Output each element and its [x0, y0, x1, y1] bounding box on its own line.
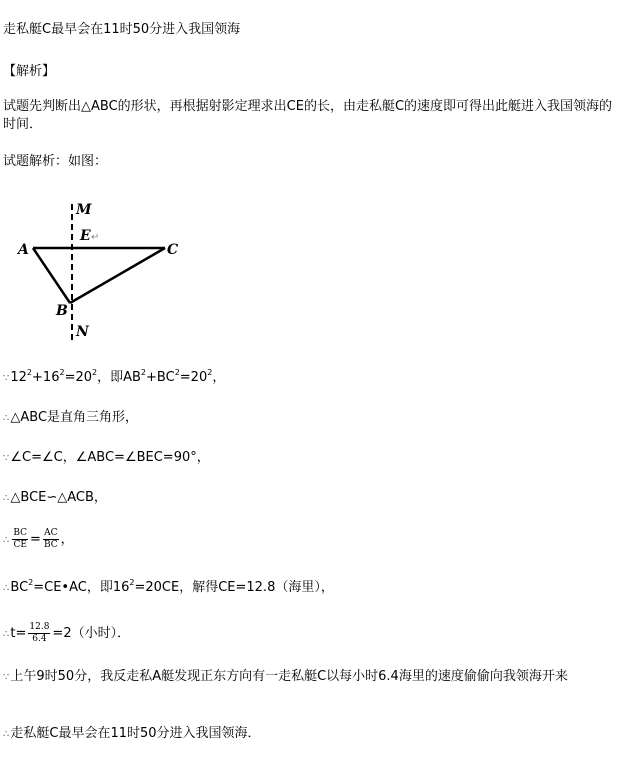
step-1: $\because 12^2+16^2=20^2$，即$AB^2+BC^2=20^2$， — [3, 368, 226, 385]
because-symbol: ∵ — [3, 453, 10, 464]
step-2: ∴△ABC是直角三角形， — [3, 410, 139, 425]
label-c: C — [167, 242, 179, 258]
label-e: E — [80, 228, 91, 244]
label-m: M — [76, 202, 92, 218]
therefore-symbol: ∴ — [3, 629, 10, 640]
label-a: A — [18, 242, 29, 258]
label-n: N — [76, 324, 89, 340]
therefore-symbol: ∴ — [3, 413, 10, 424]
because-symbol: ∵ — [3, 672, 10, 683]
segment-ab — [33, 248, 70, 303]
section-title: 【解析】 — [3, 64, 56, 79]
step-3: ∵∠C=∠C，∠ABC=∠BEC=90°， — [3, 450, 210, 465]
therefore-symbol: ∴ — [3, 493, 10, 504]
because-symbol: ∵ — [3, 373, 10, 384]
label-b: B — [56, 303, 68, 319]
therefore-symbol: ∴ — [3, 729, 10, 740]
therefore-symbol: ∴ — [3, 535, 10, 546]
fraction-time: $\frac{12.8}{6.4}$ — [29, 622, 50, 644]
return-mark: ↵ — [91, 232, 100, 243]
step-7: ∴t= $\frac{12.8}{6.4}$ =2（小时）． — [3, 622, 131, 644]
fraction-bc-ce: $\frac{BC}{CE}$ — [13, 528, 28, 550]
step-6: $\therefore BC^2=CE•AC$，即$16^2=20CE$，解得CE=12.8（海里）， — [3, 578, 334, 595]
segment-bc — [70, 248, 165, 303]
step-9: ∴走私艇C最早会在11时50分进入我国领海． — [3, 726, 261, 741]
step-4: ∴△BCE∽△ACB， — [3, 490, 107, 505]
step-5: ∴ $\frac{BC}{CE}$ = $\frac{AC}{BC}$ ， — [3, 528, 74, 550]
therefore-symbol: ∴ — [3, 583, 10, 594]
fraction-ac-bc: $\frac{AC}{BC}$ — [43, 528, 58, 550]
step-8: ∵上午9时50分，我反走私A艇发现正东方向有一走私艇C以每小时6.4海里的速度偷偷向我领海开来 — [3, 669, 568, 684]
solution-intro: 试题解析：如图： — [3, 154, 108, 169]
geometry-figure — [0, 190, 210, 350]
header-line: 走私艇C最早会在11时50分进入我国领海 — [3, 22, 241, 37]
analysis-text: 试题先判断出△ABC的形状，再根据射影定理求出CE的长，由走私艇C的速度即可得出此艇进入我国领海的时间． — [3, 99, 613, 132]
